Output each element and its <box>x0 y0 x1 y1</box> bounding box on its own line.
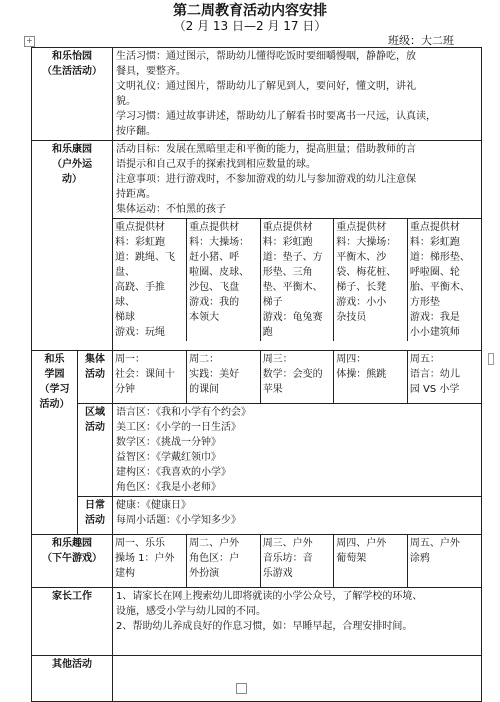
group-line: 料：彩虹跑 <box>262 237 313 248</box>
afternoon-days-table <box>113 535 481 587</box>
afternoon-day-tue <box>187 535 261 587</box>
parents-line: 设施，感受小学与幼儿园的不同。 <box>116 606 266 617</box>
day-line: 周四： <box>336 354 367 365</box>
group-line: 胎、平衡木、 <box>409 282 470 293</box>
row-learn-group <box>32 351 482 404</box>
life-line: 貌。 <box>116 96 136 107</box>
afternoon-day-fri <box>407 535 481 587</box>
life-content <box>113 48 482 141</box>
other-content <box>113 656 482 702</box>
life-label <box>32 48 113 141</box>
group-line: 小小建筑师 <box>409 327 460 338</box>
life-line: 学习习惯：通过故事讲述，帮助幼儿了解看书时要离书一尺远，认真读， <box>116 111 436 122</box>
afternoon-days <box>113 535 482 588</box>
area-line: 角色区：《我是小老师》 <box>116 482 221 493</box>
outdoor-group-1 <box>113 219 187 342</box>
day-line: 周二、户外 <box>189 538 240 549</box>
life-label-line2: （生活活动） <box>42 66 102 77</box>
area-line: 语言区：《我和小学有个约会》 <box>116 407 251 418</box>
afternoon-label-line1: 和乐趣园 <box>52 538 92 549</box>
daily-line: 健康：《健康日》 <box>116 500 191 511</box>
group-line: 梯球 <box>115 312 135 323</box>
group-line: 形垫、三角 <box>262 267 313 278</box>
outdoor-label-line2: （户外运 <box>52 159 92 170</box>
daily-label-line2: 活动 <box>85 515 105 526</box>
group-line: 跑 <box>262 327 273 338</box>
group-line: 高跷、手推球、 <box>115 282 165 308</box>
group-days-table <box>113 351 481 403</box>
outdoor-line: 集体运动：不怕黑的孩子 <box>116 204 226 215</box>
group-line: 呼啦圈、轮 <box>409 267 460 278</box>
parents-line: 1、请家长在网上搜索幼儿即将就读的小学公众号，了解学校的环境、 <box>116 591 423 602</box>
day-line: 周四、户外 <box>336 538 387 549</box>
group-line: 垫、平衡木、 <box>262 282 323 293</box>
outdoor-label-line1: 和乐康园 <box>52 144 92 155</box>
day-line: 角色区：户 <box>189 553 240 564</box>
row-learn-daily <box>32 497 482 535</box>
afternoon-label <box>32 535 113 588</box>
outdoor-group-5 <box>407 219 481 342</box>
day-line: 语言：幼儿 <box>409 369 460 380</box>
group-line: 方形垫 <box>409 297 440 308</box>
group-line: 重点提供材 <box>262 222 313 233</box>
day-line: 周三、户外 <box>262 538 313 549</box>
parents-label: 家长工作 <box>32 588 113 656</box>
group-label-line2: 活动 <box>85 369 105 380</box>
outdoor-text <box>113 141 481 218</box>
day-line: 体操：熊跳 <box>336 369 387 380</box>
afternoon-day-wed <box>260 535 334 587</box>
day-line: 周三： <box>262 354 293 365</box>
area-activity-content <box>113 404 482 497</box>
outdoor-group-4 <box>334 219 408 342</box>
group-day-thu <box>334 351 408 403</box>
group-line: 料：大操场： <box>189 237 250 248</box>
outdoor-group-2 <box>187 219 261 342</box>
group-line: 重点提供材 <box>115 222 165 233</box>
group-line: 重点提供材 <box>409 222 460 233</box>
group-line: 梯子、长凳 <box>336 282 387 293</box>
day-line: 周一： <box>115 354 145 365</box>
outdoor-line: 持距离。 <box>116 189 156 200</box>
group-line: 料：彩虹跑 <box>115 237 165 248</box>
group-line: 啦圈、皮球、 <box>189 267 250 278</box>
day-line: 音乐坊：音 <box>262 553 313 564</box>
area-line: 数学区：《挑战一分钟》 <box>116 437 221 448</box>
group-line: 游戏：玩绳 <box>115 327 165 338</box>
day-line: 操场 1：户外 <box>115 553 175 564</box>
group-line: 梯子 <box>262 297 283 308</box>
group-line: 道：梯形垫、 <box>409 252 470 263</box>
parents-line: 2、帮助幼儿养成良好的作息习惯，如：早睡早起，合理安排时间。 <box>116 621 413 632</box>
area-line: 益智区：《学戴红领巾》 <box>116 452 221 463</box>
daily-label-line1: 日常 <box>85 500 105 511</box>
outdoor-label-line3: 动） <box>62 174 82 185</box>
group-line: 本领大 <box>189 312 220 323</box>
day-line: 葡萄架 <box>336 553 367 564</box>
area-line: 建构区：《我喜欢的小学》 <box>116 467 231 478</box>
life-line: 生活习惯：通过图示，帮助幼儿懂得吃饭时要细嚼慢咽，静静吃，放 <box>116 51 416 62</box>
row-life <box>32 48 482 141</box>
group-line: 平衡木、沙 <box>336 252 387 263</box>
daily-line: 每周小话题：《小学知多少》 <box>116 515 241 526</box>
area-line: 美工区：《小学的一日生活》 <box>116 422 241 433</box>
daily-activity-label <box>78 497 113 535</box>
learn-label-line1: 和乐 <box>44 354 65 365</box>
group-line: 游戏：我是 <box>409 312 460 323</box>
group-line: 沙包、飞盘 <box>189 282 240 293</box>
resize-marker[interactable] <box>488 353 494 365</box>
group-line: 料：彩虹跑 <box>409 237 460 248</box>
outdoor-line: 注意事项：进行游戏时，不参加游戏的幼儿与参加游戏的幼儿注意保 <box>116 174 416 185</box>
schedule-table <box>31 47 482 702</box>
row-outdoor <box>32 141 482 351</box>
afternoon-day-thu <box>334 535 408 587</box>
date-range: （2 月 13 日—2 月 17 日） <box>173 19 327 33</box>
life-line: 按序翻。 <box>116 126 156 137</box>
group-line: 袋、梅花桩、 <box>336 267 397 278</box>
day-line: 周五、户外 <box>409 538 460 549</box>
outdoor-group-3 <box>260 219 334 342</box>
outdoor-line: 活动目标：发展在黑暗里走和平衡的能力，提高胆量；借助教师的言 <box>116 144 416 155</box>
row-learn-area <box>32 404 482 497</box>
day-line: 数学：会变的 <box>262 369 323 380</box>
day-line: 的课间 <box>189 384 220 395</box>
life-line: 文明礼仪：通过图片，帮助幼儿了解见到人，要问好，懂文明，讲礼 <box>116 81 416 92</box>
table-move-handle[interactable]: + <box>24 36 35 47</box>
area-activity-label <box>78 404 113 497</box>
learn-label-line4: 活动） <box>39 399 70 410</box>
group-day-tue <box>187 351 261 403</box>
day-line: 建构 <box>115 568 135 579</box>
day-line: 乐游戏 <box>262 568 293 579</box>
group-line: 重点提供材 <box>336 222 387 233</box>
group-day-wed <box>260 351 334 403</box>
area-label-line1: 区域 <box>85 407 105 418</box>
group-day-fri <box>407 351 481 403</box>
group-activity-days <box>113 351 482 404</box>
page-title: 第二周教育活动内容安排 <box>173 3 327 19</box>
group-label-line1: 集体 <box>85 354 105 365</box>
group-activity-label <box>78 351 113 404</box>
outdoor-content <box>113 141 482 351</box>
daily-activity-content <box>113 497 482 535</box>
day-line: 园 VS 小学 <box>409 384 460 395</box>
group-line: 游戏：小小 <box>336 297 387 308</box>
day-line: 实践：美好 <box>189 369 240 380</box>
group-line: 游戏：我的 <box>189 297 240 308</box>
day-line: 社会：课间十 <box>115 369 175 380</box>
day-line: 周二： <box>189 354 220 365</box>
day-line: 苹果 <box>262 384 283 395</box>
group-line: 杂技员 <box>336 312 367 323</box>
area-label-line2: 活动 <box>85 422 105 433</box>
learn-label-line3: （学习 <box>39 384 70 395</box>
learn-label-line2: 学园 <box>44 369 65 380</box>
day-line: 周一、乐乐 <box>115 538 165 549</box>
row-other <box>32 656 482 702</box>
group-day-mon <box>113 351 187 403</box>
day-line: 周五： <box>409 354 440 365</box>
row-afternoon <box>32 535 482 588</box>
afternoon-day-mon <box>113 535 187 587</box>
outdoor-label <box>32 141 113 351</box>
group-line: 游戏：龟兔赛 <box>262 312 323 323</box>
life-label-line1: 和乐怡园 <box>52 51 92 62</box>
parents-content <box>113 588 482 656</box>
table-resize-handle[interactable] <box>236 683 247 694</box>
outdoor-groups <box>113 218 481 341</box>
class-label: 班级：大二班 <box>388 34 454 47</box>
group-line: 赶小猪、呼 <box>189 252 240 263</box>
day-line: 外扮演 <box>189 568 220 579</box>
group-line: 道：跳绳、飞盘、 <box>115 252 175 278</box>
life-line: 餐具，要整齐。 <box>116 66 186 77</box>
day-line: 分钟 <box>115 384 135 395</box>
group-line: 重点提供材 <box>189 222 240 233</box>
group-line: 料：大操场： <box>336 237 397 248</box>
row-parents <box>32 588 482 656</box>
afternoon-label-line2: （下午游戏） <box>42 553 102 564</box>
other-label: 其他活动 <box>32 656 113 702</box>
learn-label <box>32 351 78 535</box>
outdoor-line: 语提示和自己双手的探索找到相应数量的球。 <box>116 159 316 170</box>
day-line: 涂鸦 <box>409 553 430 564</box>
group-line: 道：垫子、方 <box>262 252 323 263</box>
